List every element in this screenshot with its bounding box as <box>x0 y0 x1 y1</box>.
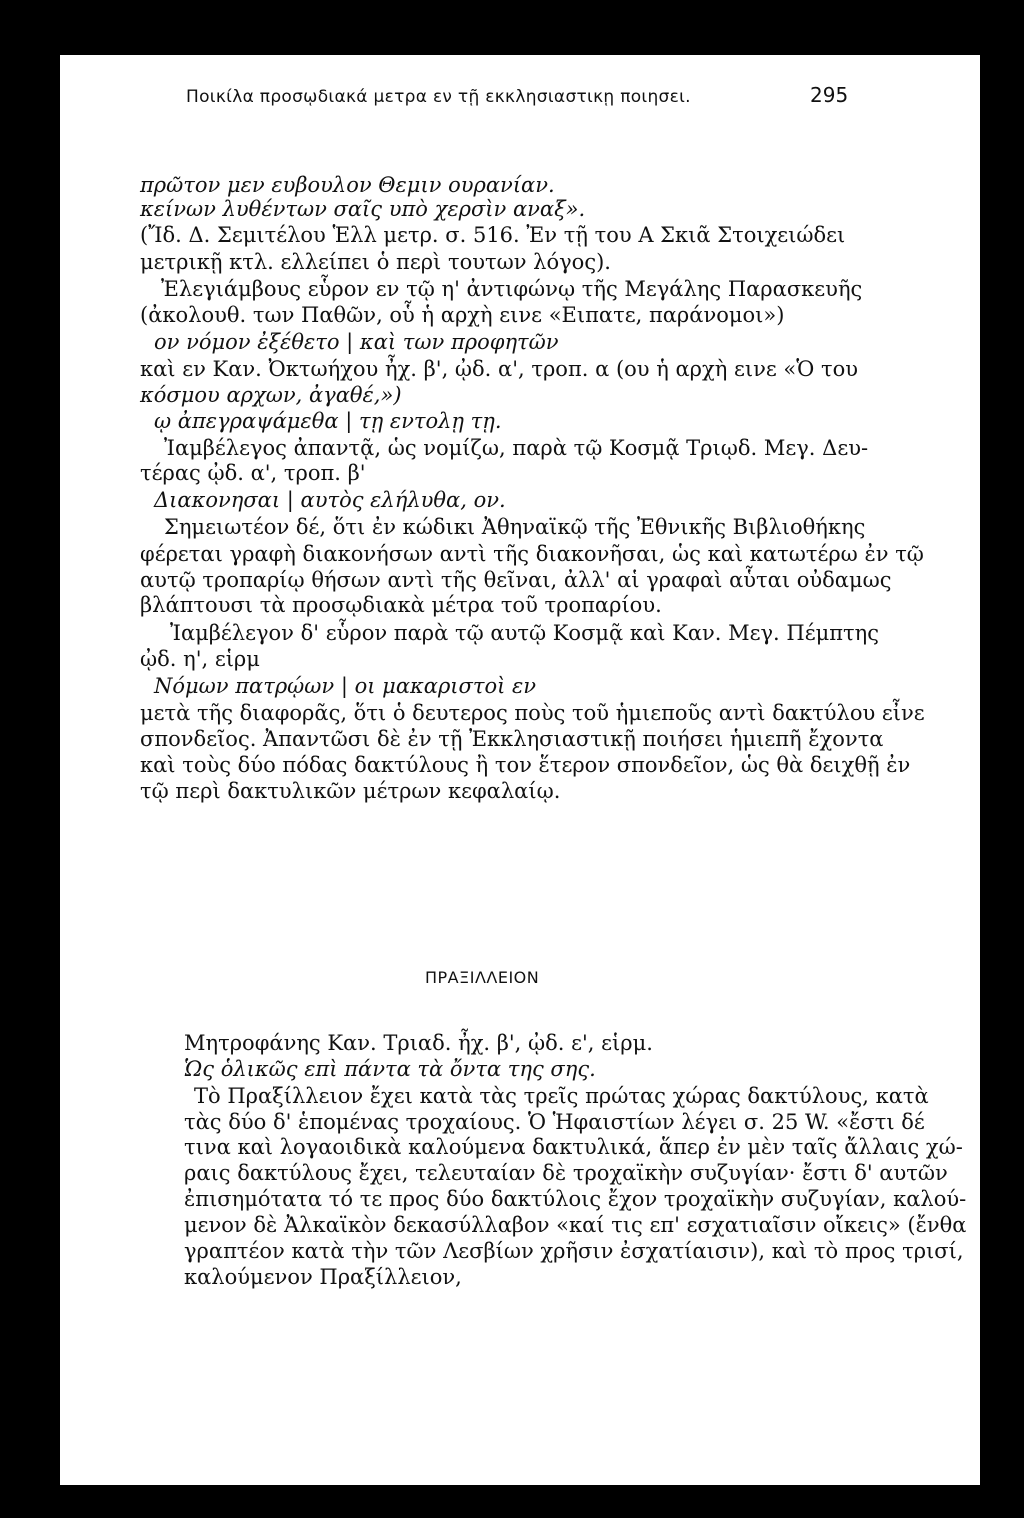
text-line: Νόμων πατρῴων | οι μακαριστοὶ εν <box>154 674 537 698</box>
text-line: κείνων λυθέντων σαῖς υπὸ χερσὶν αναξ». <box>140 197 586 221</box>
text-line: τινα καὶ λογαοιδικὰ καλούμενα δακτυλικά, ἅπερ ἐν μὲν ταῖς ἄλλαις χώ- <box>184 1135 963 1159</box>
text-line: τῷ περὶ δακτυλικῶν μέτρων κεφαλαίῳ. <box>140 779 561 803</box>
text-line: γραπτέον κατὰ τὴν τῶν Λεσβίων χρῆσιν ἐσχατίαισιν), καὶ τὸ προς τρισί, <box>184 1239 964 1263</box>
text-line: (ἀκολουθ. των Παθῶν, οὗ ἡ αρχὴ εινε «Ειπατε, παράνομοι») <box>140 303 785 327</box>
page-number: 295 <box>810 83 849 107</box>
text-line: αυτῷ τροπαρίῳ θήσων αντὶ τῆς θεῖναι, ἀλλ' αἱ γραφαὶ αὗται οὐδαμως <box>140 568 892 592</box>
text-line: Ἐλεγιάμβους εὗρον εν τῷ η' ἀντιφώνῳ τῆς Μεγάλης Παρασκευῆς <box>161 277 863 301</box>
text-line: Τὸ Πραξίλλειον ἔχει κατὰ τὰς τρεῖς πρώτας χώρας δακτύλους, κατὰ <box>194 1084 929 1108</box>
text-line: (Ἴδ. Δ. Σεμιτέλου Ἑλλ μετρ. σ. 516. Ἐν τῇ του Α Σκιᾶ Στοιχειώδει <box>140 223 846 247</box>
text-line: Ὡς ὁλικῶς επὶ πάντα τὰ ὄντα της σης. <box>184 1057 596 1081</box>
running-header: Ποικίλα προσῳδιακά μετρα εν τῇ εκκλησιαστικῃ ποιησει. <box>186 87 691 107</box>
text-line: ραις δακτύλους ἔχει, τελευταίαν δὲ τροχαϊκὴν συζυγίαν· ἔστι δ' αυτῶν <box>184 1161 948 1185</box>
text-line: ᾠδ. η', εἱρμ <box>140 647 260 671</box>
text-line: τέρας ᾠδ. α', τροπ. β' <box>140 461 366 485</box>
text-line: ἐπισημότατα τό τε προς δύο δακτύλοις ἔχον τροχαϊκὴν συζυγίαν, καλού- <box>184 1187 967 1211</box>
text-line: πρῶτον μεν ευβουλον Θεμιν ουρανίαν. <box>140 173 555 197</box>
text-line: καλούμενον Πραξίλλειον, <box>184 1265 462 1289</box>
text-line: Ἰαμβέλεγος ἀπαντᾷ, ὡς νομίζω, παρὰ τῷ Κοσμᾷ Τριῳδ. Μεγ. Δευ- <box>164 436 869 460</box>
text-line: τὰς δύο δ' ἑπομένας τροχαίους. Ὁ Ἡφαιστίων λέγει σ. 25 W. «ἔστι δέ <box>184 1110 925 1134</box>
text-line: μετρικῇ κτλ. ελλείπει ὁ περὶ τουτων λόγος). <box>140 250 611 274</box>
text-line: Σημειωτέον δέ, ὅτι ἐν κώδικι Ἀθηναϊκῷ τῆς Ἐθνικῆς Βιβλιοθήκης <box>164 515 866 539</box>
text-line: Διακονησαι | αυτὸς ελήλυθα, ον. <box>154 488 506 512</box>
text-line: ῳ ἀπεγραψάμεθα | τῃ εντολῃ τῃ. <box>154 409 502 433</box>
text-line: Ἰαμβέλεγον δ' εὗρον παρὰ τῷ αυτῷ Κοσμᾷ καὶ Καν. Μεγ. Πέμπτης <box>170 621 880 645</box>
text-line: μενον δὲ Ἀλκαϊκὸν δεκασύλλαβον «καί τις επ' εσχατιαῖσιν οἴκεις» (ἔνθα <box>184 1213 967 1237</box>
text-line: βλάπτουσι τὰ προσῳδιακὰ μέτρα τοῦ τροπαρίου. <box>140 593 662 617</box>
text-line: καὶ εν Καν. Ὀκτωήχου ἦχ. β', ᾠδ. α', τροπ. α (ου ἡ αρχὴ εινε «Ὁ του <box>140 357 859 381</box>
text-line: κόσμου αρχων, ἀγαθέ,») <box>140 383 402 407</box>
text-line: Μητροφάνης Καν. Τριαδ. ἦχ. β', ᾠδ. ε', εἱρμ. <box>184 1031 653 1055</box>
text-line: φέρεται γραφὴ διακονήσων αντὶ τῆς διακονῆσαι, ὡς καὶ κατωτέρω ἐν τῷ <box>140 542 924 566</box>
text-line: καὶ τοὺς δύο πόδας δακτύλους ἢ τον ἕτερον σπονδεῖον, ὡς θὰ δειχθῇ ἐν <box>140 753 911 777</box>
text-line: σπονδεῖος. Ἀπαντῶσι δὲ ἐν τῇ Ἐκκλησιαστικῇ ποιήσει ἡμιεπῆ ἔχοντα <box>140 727 884 751</box>
text-line: ον νόμον ἐξέθετο | καὶ των προφητῶν <box>154 330 559 354</box>
document-page <box>60 55 980 1485</box>
text-line: μετὰ τῆς διαφορᾶς, ὅτι ὁ δευτερος ποὺς τοῦ ἡμιεποῦς αντὶ δακτύλου εἶνε <box>140 701 925 725</box>
section-title: ΠΡΑΞΙΛΛΕΙΟΝ <box>425 968 540 987</box>
